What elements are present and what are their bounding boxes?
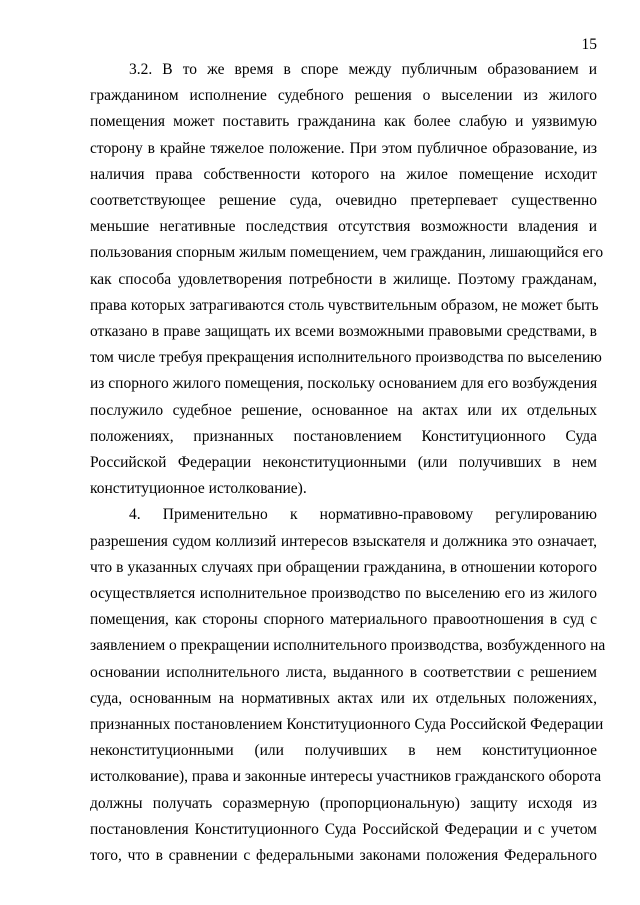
paragraph-1-line: права которых затрагиваются столь чувствительным образом, не может быть	[90, 296, 599, 314]
paragraph-2-line: того, что в сравнении с федеральными законами положения Федерального	[90, 847, 597, 864]
paragraph-1-line: как способа удовлетворения потребности в жилище. Поэтому гражданам,	[90, 270, 597, 288]
paragraph-2-line: истолкование), права и законные интересы участников гражданского оборота	[90, 768, 602, 786]
page-number: 15	[581, 36, 597, 53]
paragraph-2-line: основании исполнительного листа, выданного в соответствии с решением	[90, 663, 597, 681]
paragraph-2-line: разрешения судом коллизий интересов взыскателя и должника это означает,	[90, 532, 597, 550]
paragraph-1-line: меньшие негативные последствия отсутствия возможности владения и	[90, 218, 597, 236]
paragraph-1-line: пользования спорным жилым помещением, чем гражданин, лишающийся его	[90, 244, 604, 262]
paragraph-1-line: том числе требуя прекращения исполнительного производства по выселению	[90, 349, 602, 367]
paragraph-2-line: признанных постановлением Конституционного Суда Российской Федерации	[90, 716, 604, 733]
paragraph-1-line: помещения может поставить гражданина как более слабую и уязвимую	[90, 113, 597, 131]
paragraph-1-line: соответствующее решение суда, очевидно претерпевает существенно	[90, 192, 597, 209]
paragraph-1-line: конституционное истолкование).	[90, 480, 307, 498]
paragraph-1-line: отказано в праве защищать их всеми возможными правовыми средствами, в	[90, 323, 597, 340]
paragraph-2-line: постановления Конституционного Суда Российской Федерации и с учетом	[90, 820, 597, 838]
paragraph-1-line: 3.2. В то же время в споре между публичным образованием и	[129, 61, 597, 78]
paragraph-2-line: неконституционными (или получивших в нем конституционное	[90, 742, 597, 760]
paragraph-2-line: заявлением о прекращении исполнительного производства, возбужденного на	[90, 637, 606, 655]
paragraph-1-line: Российской Федерации неконституционными (или получивших в нем	[90, 454, 597, 471]
paragraph-1-line: послужило судебное решение, основанное на актах или их отдельных	[90, 401, 597, 419]
paragraph-2-line: осуществляется исполнительное производство по выселению его из жилого	[90, 585, 597, 602]
paragraph-2-line: суда, основанным на нормативных актах или их отдельных положениях,	[90, 689, 597, 707]
paragraph-2-line: 4. Применительно к нормативно-правовому регулированию	[129, 506, 597, 524]
paragraph-1-line: положениях, признанных постановлением Конституционного Суда	[90, 427, 597, 445]
paragraph-1-line: сторону в крайне тяжелое положение. При этом публичное образование, из	[90, 139, 597, 157]
paragraph-2-line: должны получать соразмерную (пропорциональную) защиту исходя из	[90, 794, 597, 812]
paragraph-2-line: помещения, как стороны спорного материального правоотношения в суд с	[90, 611, 597, 629]
paragraph-1-line: наличия права собственности которого на жилое помещение исходит	[90, 165, 597, 183]
paragraph-1-line: из спорного жилого помещения, поскольку основанием для его возбуждения	[90, 375, 598, 393]
paragraph-1-line: гражданином исполнение судебного решения о выселении из жилого	[90, 87, 597, 105]
paragraph-2-line: что в указанных случаях при обращении гражданина, в отношении которого	[90, 558, 597, 576]
